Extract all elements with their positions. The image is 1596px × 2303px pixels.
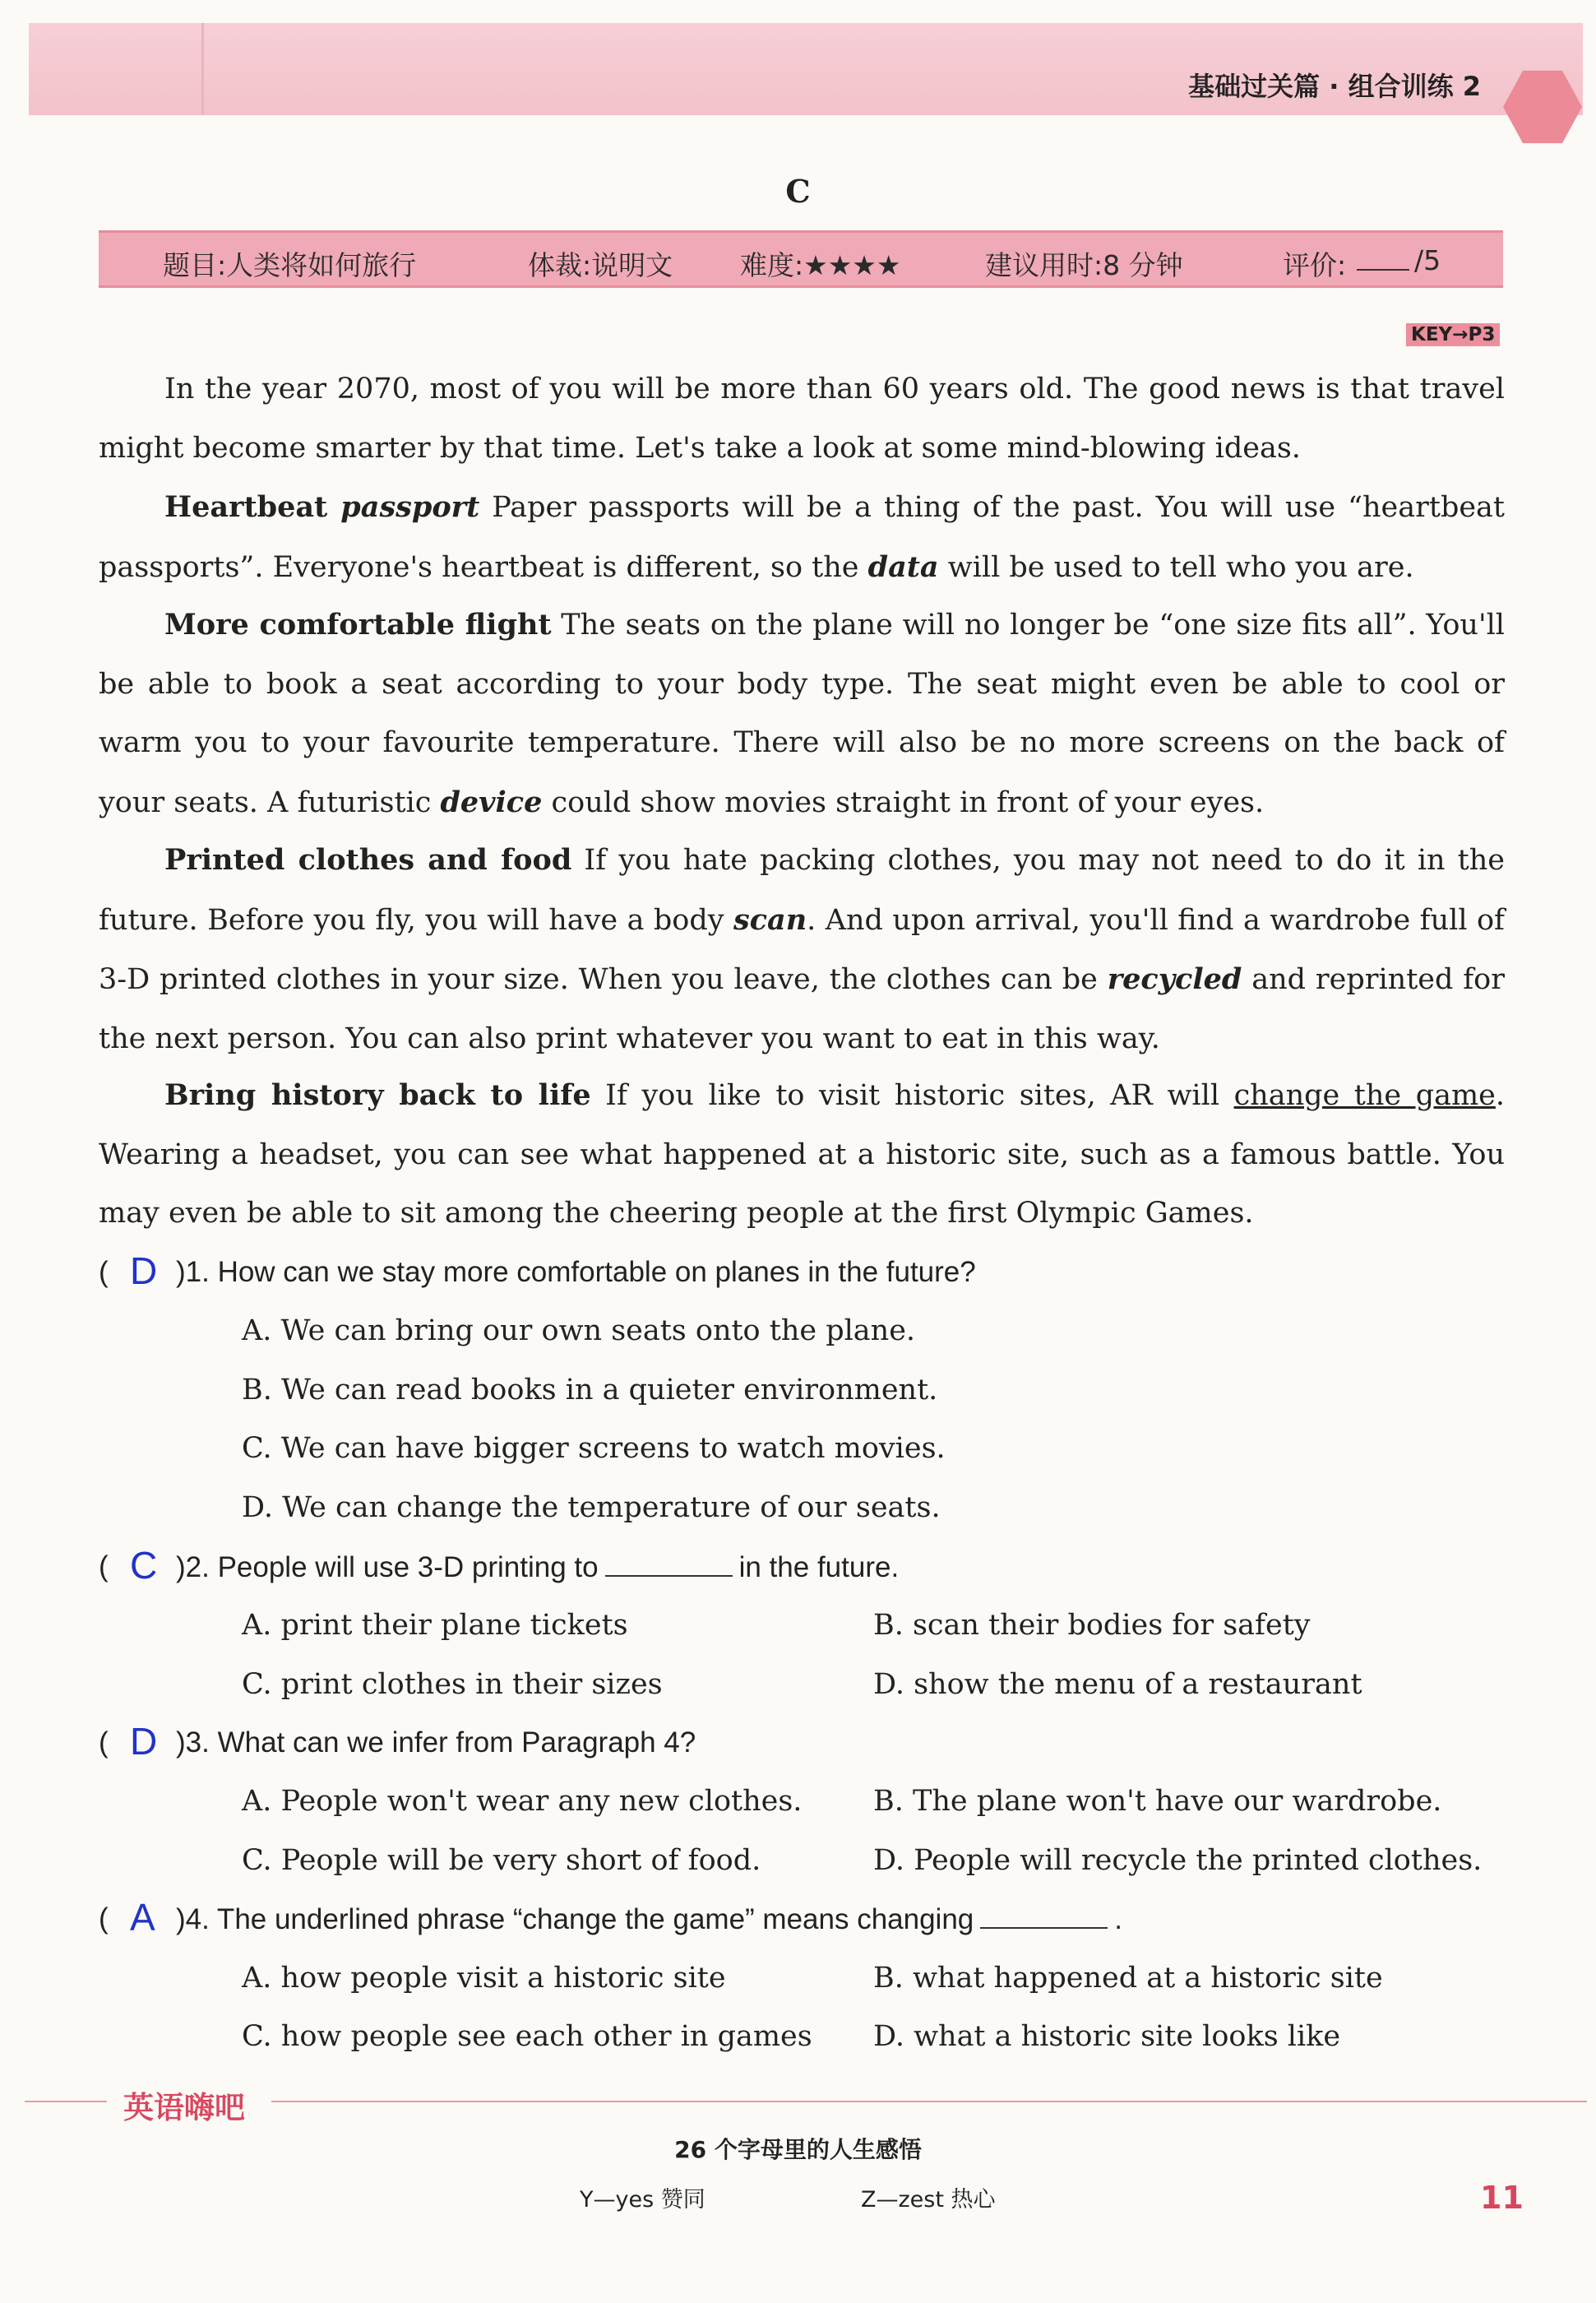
q4-option-b[interactable]: B. what happened at a historic site: [873, 1962, 1383, 1995]
p2-text-1: The seats on the plane will no longer be “one size fits all”. You'll be able to book a seat according to your body type. The seat might even be able to cool or warm you to your favourite temperature. There will also be no more screens on the back of your seats. A futuristic: [99, 609, 1505, 819]
q1-option-d[interactable]: D. We can change the temperature of our seats.: [242, 1491, 941, 1524]
p4-text-1: If you like to visit historic sites, AR will: [590, 1079, 1234, 1112]
q4-answer[interactable]: A: [130, 1896, 155, 1939]
p3-text-2: . And upon arrival, you'll find a wardrobe full of 3-D printed clothes in your size. When you leave, the clothes can be: [99, 903, 1505, 996]
footer-brand: 英语嗨吧: [123, 2090, 245, 2125]
passage-intro: In the year 2070, most of you will be more than 60 years old. The good news is that travel might become smarter by that time. Let's take a look at some mind-blowing ideas.: [99, 373, 1505, 465]
header-divider: [201, 23, 204, 115]
passage-paragraph-1: [99, 478, 1505, 597]
q4-stem-end: .: [1114, 1903, 1122, 1935]
header-title: 基础过关篇 · 组合训练 2: [1188, 71, 1481, 102]
q4-stem: [176, 1902, 1122, 1936]
q3-stem: )3. What can we infer from Paragraph 4?: [176, 1726, 696, 1759]
q4-stem-text: )4. The underlined phrase “change the game” means changing: [176, 1903, 974, 1935]
page-number: 11: [1480, 2180, 1524, 2216]
info-rating-total: /5: [1414, 244, 1441, 276]
p3-heading: Printed clothes and food: [164, 843, 572, 877]
p4-heading: Bring history back to life: [164, 1078, 591, 1112]
p3-text-1: If you hate packing clothes, you may not need to do it in the future. Before you fly, you will have a body: [99, 844, 1505, 937]
footer-letter-z: Z—zest 热心: [861, 2187, 996, 2213]
passage-paragraph-3: [99, 831, 1505, 1068]
passage-paragraph-4: [99, 1066, 1505, 1244]
p2-keyword: device: [440, 785, 543, 819]
info-genre: 体裁:说明文: [528, 249, 673, 281]
q1-option-b[interactable]: B. We can read books in a quieter environment.: [242, 1374, 938, 1406]
p3-keyword-1: scan: [733, 902, 807, 937]
p3-keyword-2: recycled: [1107, 962, 1242, 996]
q2-option-b[interactable]: B. scan their bodies for safety: [873, 1609, 1311, 1642]
q1-paren: (: [99, 1256, 109, 1288]
q1-option-c[interactable]: C. We can have bigger screens to watch movies.: [242, 1432, 946, 1465]
info-topic: 题目:人类将如何旅行: [163, 249, 417, 281]
info-difficulty: 难度:★★★★: [740, 249, 901, 281]
p1-text-1: Paper passports will be a thing of the past. You will use “heartbeat passports”. Everyone's heartbeat is different, so the: [99, 491, 1505, 584]
q2-stem: [176, 1550, 899, 1584]
p2-heading: More comfortable flight: [164, 608, 552, 642]
section-letter: C: [785, 173, 811, 210]
q2-option-a[interactable]: A. print their plane tickets: [242, 1609, 628, 1642]
info-bar: [99, 230, 1503, 288]
q3-option-b[interactable]: B. The plane won't have our wardrobe.: [873, 1785, 1442, 1818]
q1-option-a[interactable]: A. We can bring our own seats onto the plane.: [242, 1314, 916, 1347]
p4-underlined-phrase: change the game: [1233, 1079, 1496, 1112]
q1-stem: )1. How can we stay more comfortable on planes in the future?: [176, 1256, 976, 1288]
info-time: 建议用时:8 分钟: [985, 249, 1183, 281]
q3-option-c[interactable]: C. People will be very short of food.: [242, 1844, 761, 1877]
q4-paren: (: [99, 1902, 109, 1935]
q4-blank[interactable]: [980, 1902, 1108, 1929]
footer-letter-y: Y—yes 赞同: [580, 2187, 705, 2213]
q4-option-a[interactable]: A. how people visit a historic site: [242, 1962, 726, 1995]
q3-answer[interactable]: D: [130, 1720, 158, 1763]
p3-text-3: and reprinted for the next person. You can also print whatever you want to eat in this way.: [99, 963, 1505, 1055]
q3-paren: (: [99, 1726, 109, 1759]
q2-stem-end: in the future.: [738, 1551, 900, 1583]
info-rating-label: 评价:: [1283, 249, 1347, 281]
key-tag: KEY→P3: [1406, 323, 1500, 346]
p2-text-2: could show movies straight in front of your eyes.: [542, 785, 1265, 819]
footer-rule-right: [271, 2101, 1587, 2102]
q4-option-c[interactable]: C. how people see each other in games: [242, 2020, 812, 2053]
q2-stem-start: )2. People will use 3-D printing to: [176, 1551, 599, 1583]
q3-option-a[interactable]: A. People won't wear any new clothes.: [242, 1785, 803, 1818]
footer-title: 26 个字母里的人生感悟: [674, 2136, 922, 2163]
rating-blank[interactable]: [1357, 241, 1409, 271]
p1-text-2: will be used to tell who you are.: [938, 550, 1414, 584]
p1-heading-word: passport: [340, 490, 480, 524]
p1-keyword: data: [867, 549, 939, 584]
q2-answer[interactable]: C: [130, 1544, 158, 1587]
q2-option-c[interactable]: C. print clothes in their sizes: [242, 1668, 663, 1701]
q2-option-d[interactable]: D. show the menu of a restaurant: [873, 1668, 1362, 1701]
q2-paren: (: [99, 1550, 109, 1582]
q3-option-d[interactable]: D. People will recycle the printed clothes.: [873, 1844, 1483, 1877]
q1-answer[interactable]: D: [130, 1249, 158, 1292]
passage-paragraph-2: [99, 595, 1505, 832]
q2-blank[interactable]: [605, 1550, 733, 1577]
q4-option-d[interactable]: D. what a historic site looks like: [873, 2020, 1341, 2053]
footer-rule-left: [25, 2101, 107, 2102]
p1-heading: Heartbeat: [164, 490, 341, 524]
p4-text-2: . Wearing a headset, you can see what happened at a historic site, such as a famous battle. You may even be able to sit among the cheering people at the first Olympic Games.: [99, 1079, 1506, 1230]
